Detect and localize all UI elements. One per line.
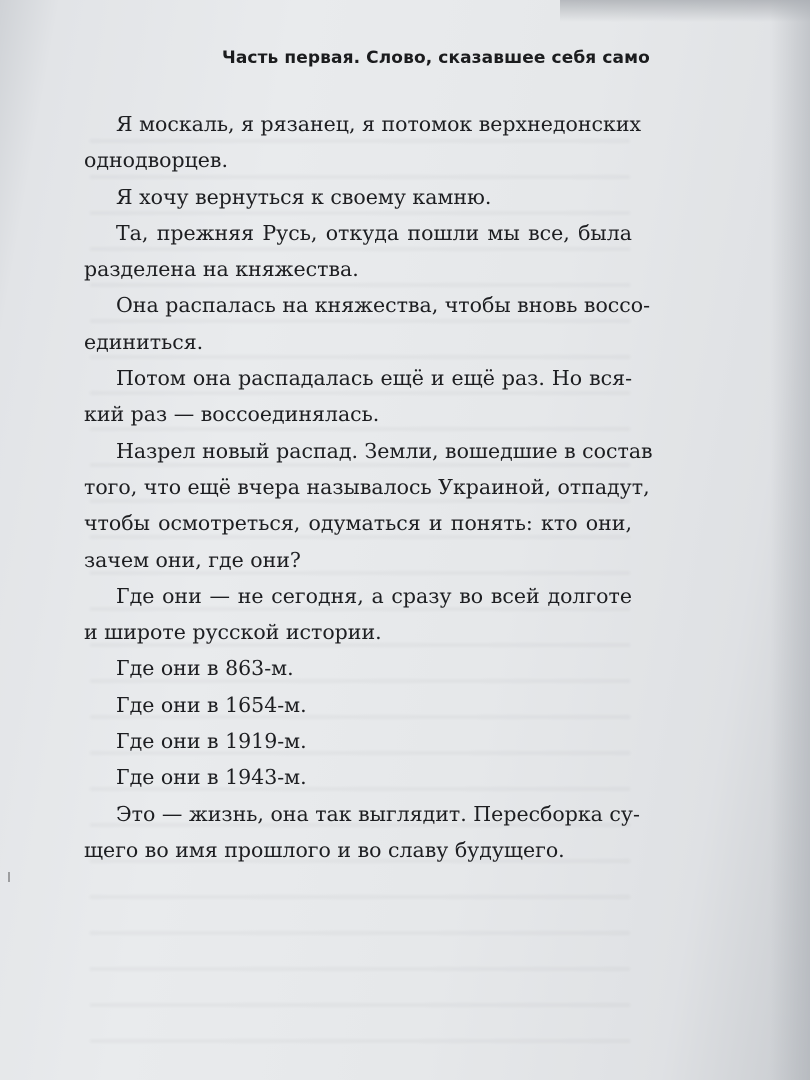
page-edge-shadow [770,0,810,1080]
paragraph [84,215,632,288]
running-head: Часть первая. Слово, сказавшее себя само [222,48,650,68]
text-line: Назрел новый распад. Земли, вошедшие в состав [116,438,653,463]
text-line: щего во имя прошлого и во славу будущего. [84,837,565,862]
text-line: Я хочу вернуться к своему камню. [116,184,492,209]
margin-mark [8,872,10,882]
text-line: того, что ещё вчера называлось Украиной, отпадут, [84,474,650,499]
text-line: Я москаль, я рязанец, я потомок верхнедонских [116,112,642,136]
text-line: чтобы осмотреться, одуматься и понять: кто они, [84,511,632,536]
paragraph [84,287,651,360]
text-line: зачем они, где они? [84,547,301,572]
text-line: Она распалась на княжества, чтобы вновь воссо- [116,293,651,318]
paragraph [84,360,632,433]
text-line: Где они в 1919-м. [116,729,307,754]
paragraph [84,796,640,869]
text-line: Где они в 1943-м. [116,765,307,790]
text-line: Это — жизнь, она так выглядит. Пересборка су- [116,801,640,826]
paragraph [84,723,632,759]
paragraph [84,578,632,651]
text-line: Та, прежняя Русь, откуда пошли мы все, была [116,220,632,245]
paragraph [84,433,653,578]
text-line: кий раз — воссоединялась. [84,402,380,427]
body-text [84,106,653,868]
paragraph [84,106,642,179]
text-line: Потом она распадалась ещё и ещё раз. Но вся- [116,366,632,391]
text-line: и широте русской истории. [84,620,382,645]
text-line: однодворцев. [84,148,228,173]
paragraph [84,179,632,215]
text-line: единиться. [84,329,204,354]
text-line: Где они — не сегодня, а сразу во всей долготе [116,583,632,608]
paragraph [84,650,632,686]
paragraph [84,687,632,723]
paragraph [84,759,632,795]
text-line: Где они в 1654-м. [116,692,307,717]
text-line: Где они в 863-м. [116,656,294,681]
text-line: разделена на княжества. [84,257,359,282]
